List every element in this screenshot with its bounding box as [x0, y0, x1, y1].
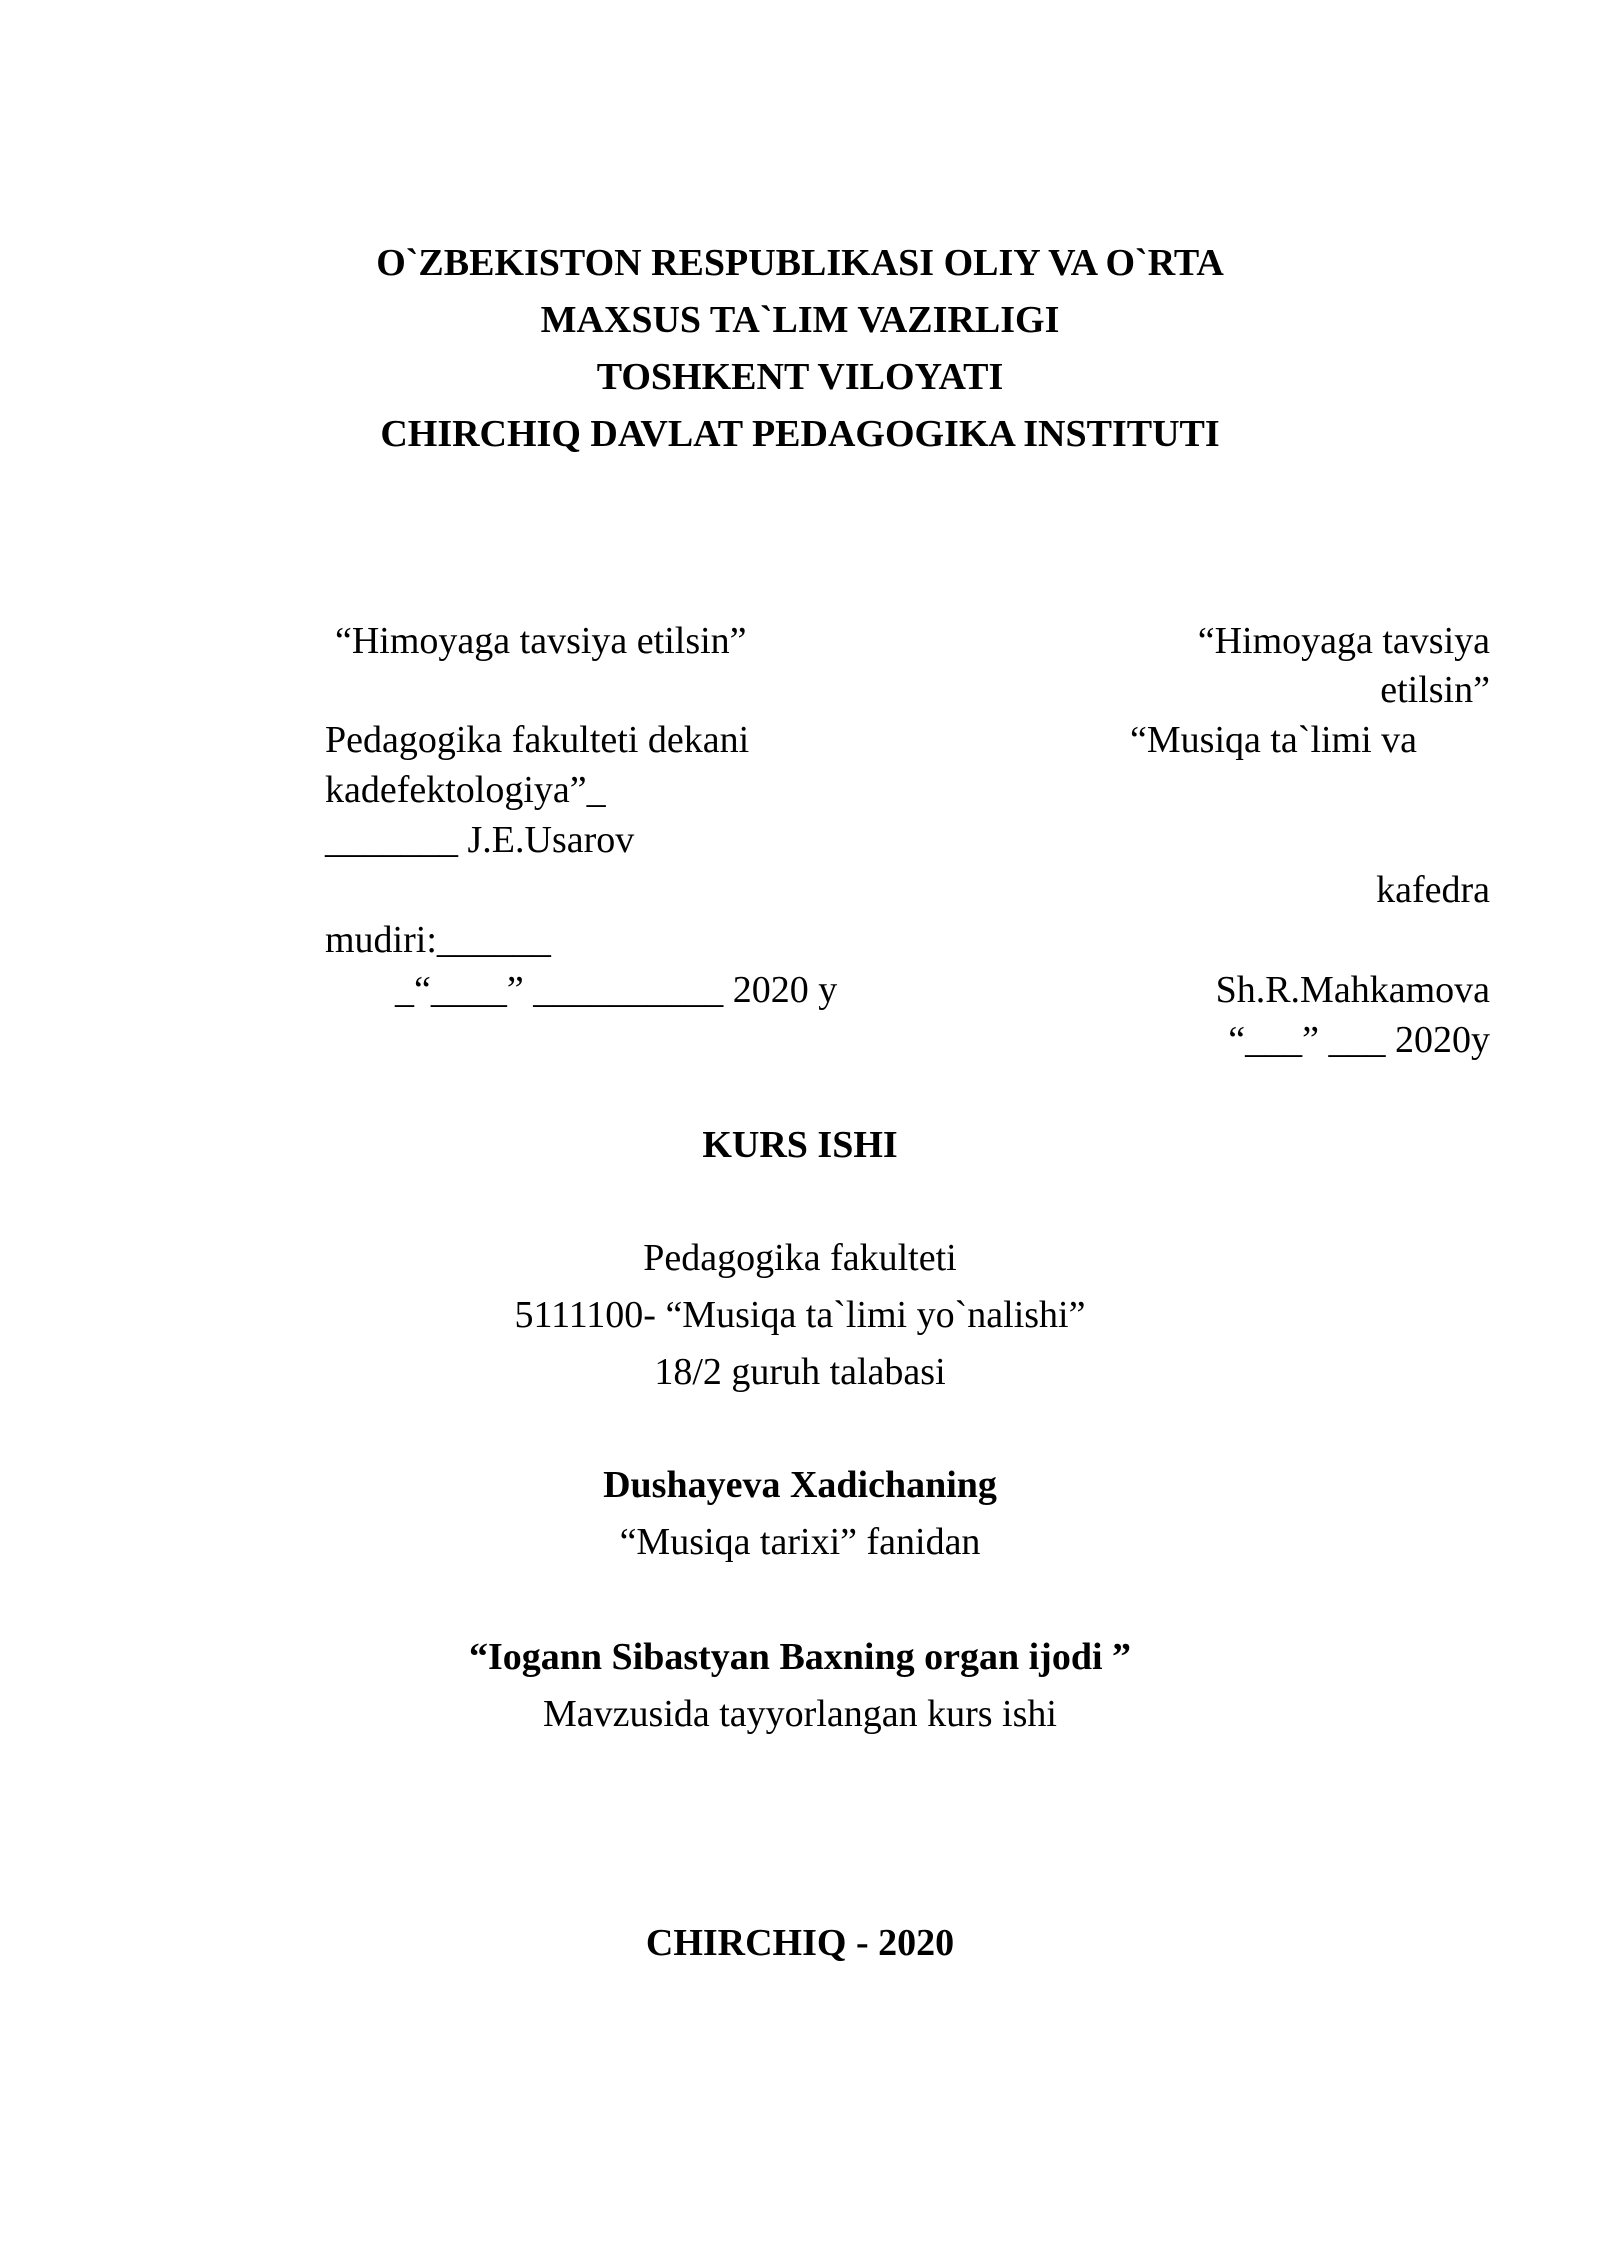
footer-city-year: CHIRCHIQ - 2020 [645, 1922, 955, 1964]
header-line-4: CHIRCHIQ DAVLAT PEDAGOGIKA INSTITUTI [380, 413, 1220, 455]
approval-right-title-line1: “Himoyaga tavsiya [1197, 620, 1490, 662]
work-topic-note: Mavzusida tayyorlangan kurs ishi [543, 1693, 1057, 1735]
work-group: 18/2 guruh talabasi [654, 1351, 946, 1393]
work-student: Dushayeva Xadichaning [603, 1464, 997, 1506]
approval-left-mudiri: mudiri:______ [325, 919, 551, 961]
approval-right-kafedra-name: “Musiqa ta`limi va [1130, 719, 1418, 761]
approval-right-date: “___” ___ 2020y [1228, 1019, 1490, 1061]
work-faculty: Pedagogika fakulteti [643, 1237, 957, 1279]
header-line-2: MAXSUS TA`LIM VAZIRLIGI [540, 299, 1060, 341]
work-type: KURS ISHI [702, 1124, 898, 1166]
approval-left-signer: _______ J.E.Usarov [325, 819, 635, 861]
work-topic: “Iogann Sibastyan Baxning organ ijodi ” [468, 1636, 1132, 1678]
header-line-1: O`ZBEKISTON RESPUBLIKASI OLIY VA O`RTA [376, 242, 1224, 284]
header-line-3: TOSHKENT VILOYATI [596, 356, 1004, 398]
work-direction: 5111100- “Musiqa ta`limi yo`nalishi” [514, 1294, 1086, 1336]
approval-right-title-line2: etilsin” [1380, 669, 1490, 711]
approval-left-position: Pedagogika fakulteti dekani [325, 719, 750, 761]
approval-right-kafedra: kafedra [1376, 869, 1490, 911]
approval-left-kafedra-wrap: kadefektologiya”_ [325, 769, 606, 811]
approval-right-signer: Sh.R.Mahkamova [1215, 969, 1490, 1011]
work-subject: “Musiqa tarixi” fanidan [619, 1521, 981, 1563]
approval-left-title: “Himoyaga tavsiya etilsin” [335, 620, 747, 662]
approval-left-date: _“____” __________ 2020 y [395, 969, 838, 1011]
